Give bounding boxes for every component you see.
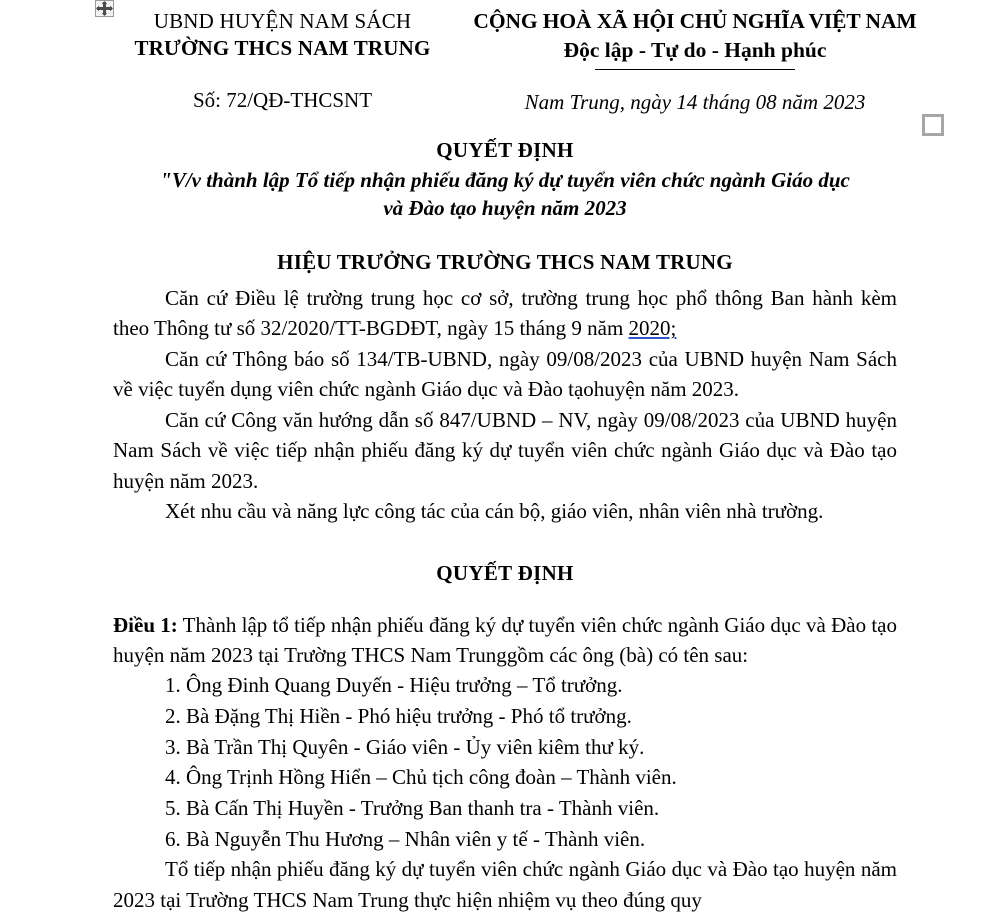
basis-1-text: Căn cứ Điều lệ trường trung học cơ sở, trường trung học phổ thông Ban hành kèm theo Thông tư số 32/2020/TT-BGDĐT, ngày 15 tháng 9 năm <box>113 286 897 341</box>
document-body <box>113 283 897 915</box>
list-item: 3. Bà Trần Thị Quyên - Giáo viên - Ủy viên kiêm thư ký. <box>165 734 645 759</box>
list-item: 4. Ông Trịnh Hồng Hiển – Chủ tịch công đoàn – Thành viên. <box>165 765 677 790</box>
list-item: 6. Bà Nguyễn Thu Hương – Nhân viên y tế - Thành viên. <box>165 826 646 851</box>
subject-line-1: "V/v thành lập Tổ tiếp nhận phiếu đăng ký dự tuyển viên chức ngành Giáo dục <box>160 168 850 192</box>
article-1-text: Thành lập tổ tiếp nhận phiếu đăng ký dự tuyển viên chức ngành Giáo dục và Đào tạo huyện năm 2023 tại Trường THCS Nam Trunggồm các ông (bà) có tên sau: <box>113 612 898 667</box>
resize-square-handle[interactable] <box>922 114 944 136</box>
document-number-label: Số: 72/QĐ-THCSNT <box>192 88 373 112</box>
member-list <box>113 670 897 854</box>
decision-heading: QUYẾT ĐỊNH <box>436 560 574 585</box>
document-type-title: QUYẾT ĐỊNH <box>436 138 574 162</box>
preamble-basis-3: Căn cứ Công văn hướng dẫn số 847/UBND – NV, ngày 09/08/2023 của UBND huyện Nam Sách về việc tiếp nhận phiếu đăng ký dự tuyển viên chức ngành Giáo dục và Đào tạo huyện năm 2023. <box>113 407 897 493</box>
closing-paragraph: Tổ tiếp nhận phiếu đăng ký dự tuyển viên chức ngành Giáo dục và Đào tạo huyện năm 2023 tại Trường THCS Nam Trung thực hiện nhiệm vụ theo đúng quy <box>113 857 897 912</box>
preamble-basis-2: Căn cứ Thông báo số 134/TB-UBND, ngày 09/08/2023 của UBND huyện Nam Sách về việc tuyển dụng viên chức ngành Giáo dục và Đào tạohuyện năm 2023. <box>113 346 897 402</box>
document-header <box>105 8 930 70</box>
place-and-date-label: Nam Trung, ngày 14 tháng 08 năm 2023 <box>524 90 866 114</box>
nation-name-label: CỘNG HOÀ XÃ HỘI CHỦ NGHĨA VIỆT NAM <box>473 9 917 33</box>
title-block <box>105 138 905 275</box>
nation-motto-label: Độc lập - Tự do - Hạnh phúc <box>563 37 827 62</box>
document-subject <box>105 167 905 222</box>
issuing-authority-block <box>105 8 460 63</box>
article-1-label: Điều 1: <box>113 612 178 637</box>
issuer-title: HIỆU TRƯỞNG TRƯỜNG THCS NAM TRUNG <box>277 250 733 275</box>
national-heading-block <box>460 8 930 70</box>
list-item: 1. Ông Đinh Quang Duyến - Hiệu trưởng – Tổ trưởng. <box>165 673 623 698</box>
preamble-basis-4: Xét nhu cầu và năng lực công tác của cán bộ, giáo viên, nhân viên nhà trường. <box>165 499 824 524</box>
basis-1-year-link[interactable]: 2020; <box>628 316 677 341</box>
list-item: 5. Bà Cấn Thị Huyền - Trưởng Ban thanh tra - Thành viên. <box>165 796 660 820</box>
subject-line-2: và Đào tạo huyện năm 2023 <box>383 195 627 220</box>
list-item: 2. Bà Đặng Thị Hiền - Phó hiệu trưởng - Phó tổ trưởng. <box>165 704 632 729</box>
preamble-basis-1 <box>113 283 897 344</box>
article-1-paragraph <box>113 610 897 671</box>
org-authority-label: UBND HUYỆN NAM SÁCH <box>153 9 412 33</box>
org-name-label: TRƯỜNG THCS NAM TRUNG <box>134 36 431 61</box>
motto-underline-rule <box>595 69 795 70</box>
